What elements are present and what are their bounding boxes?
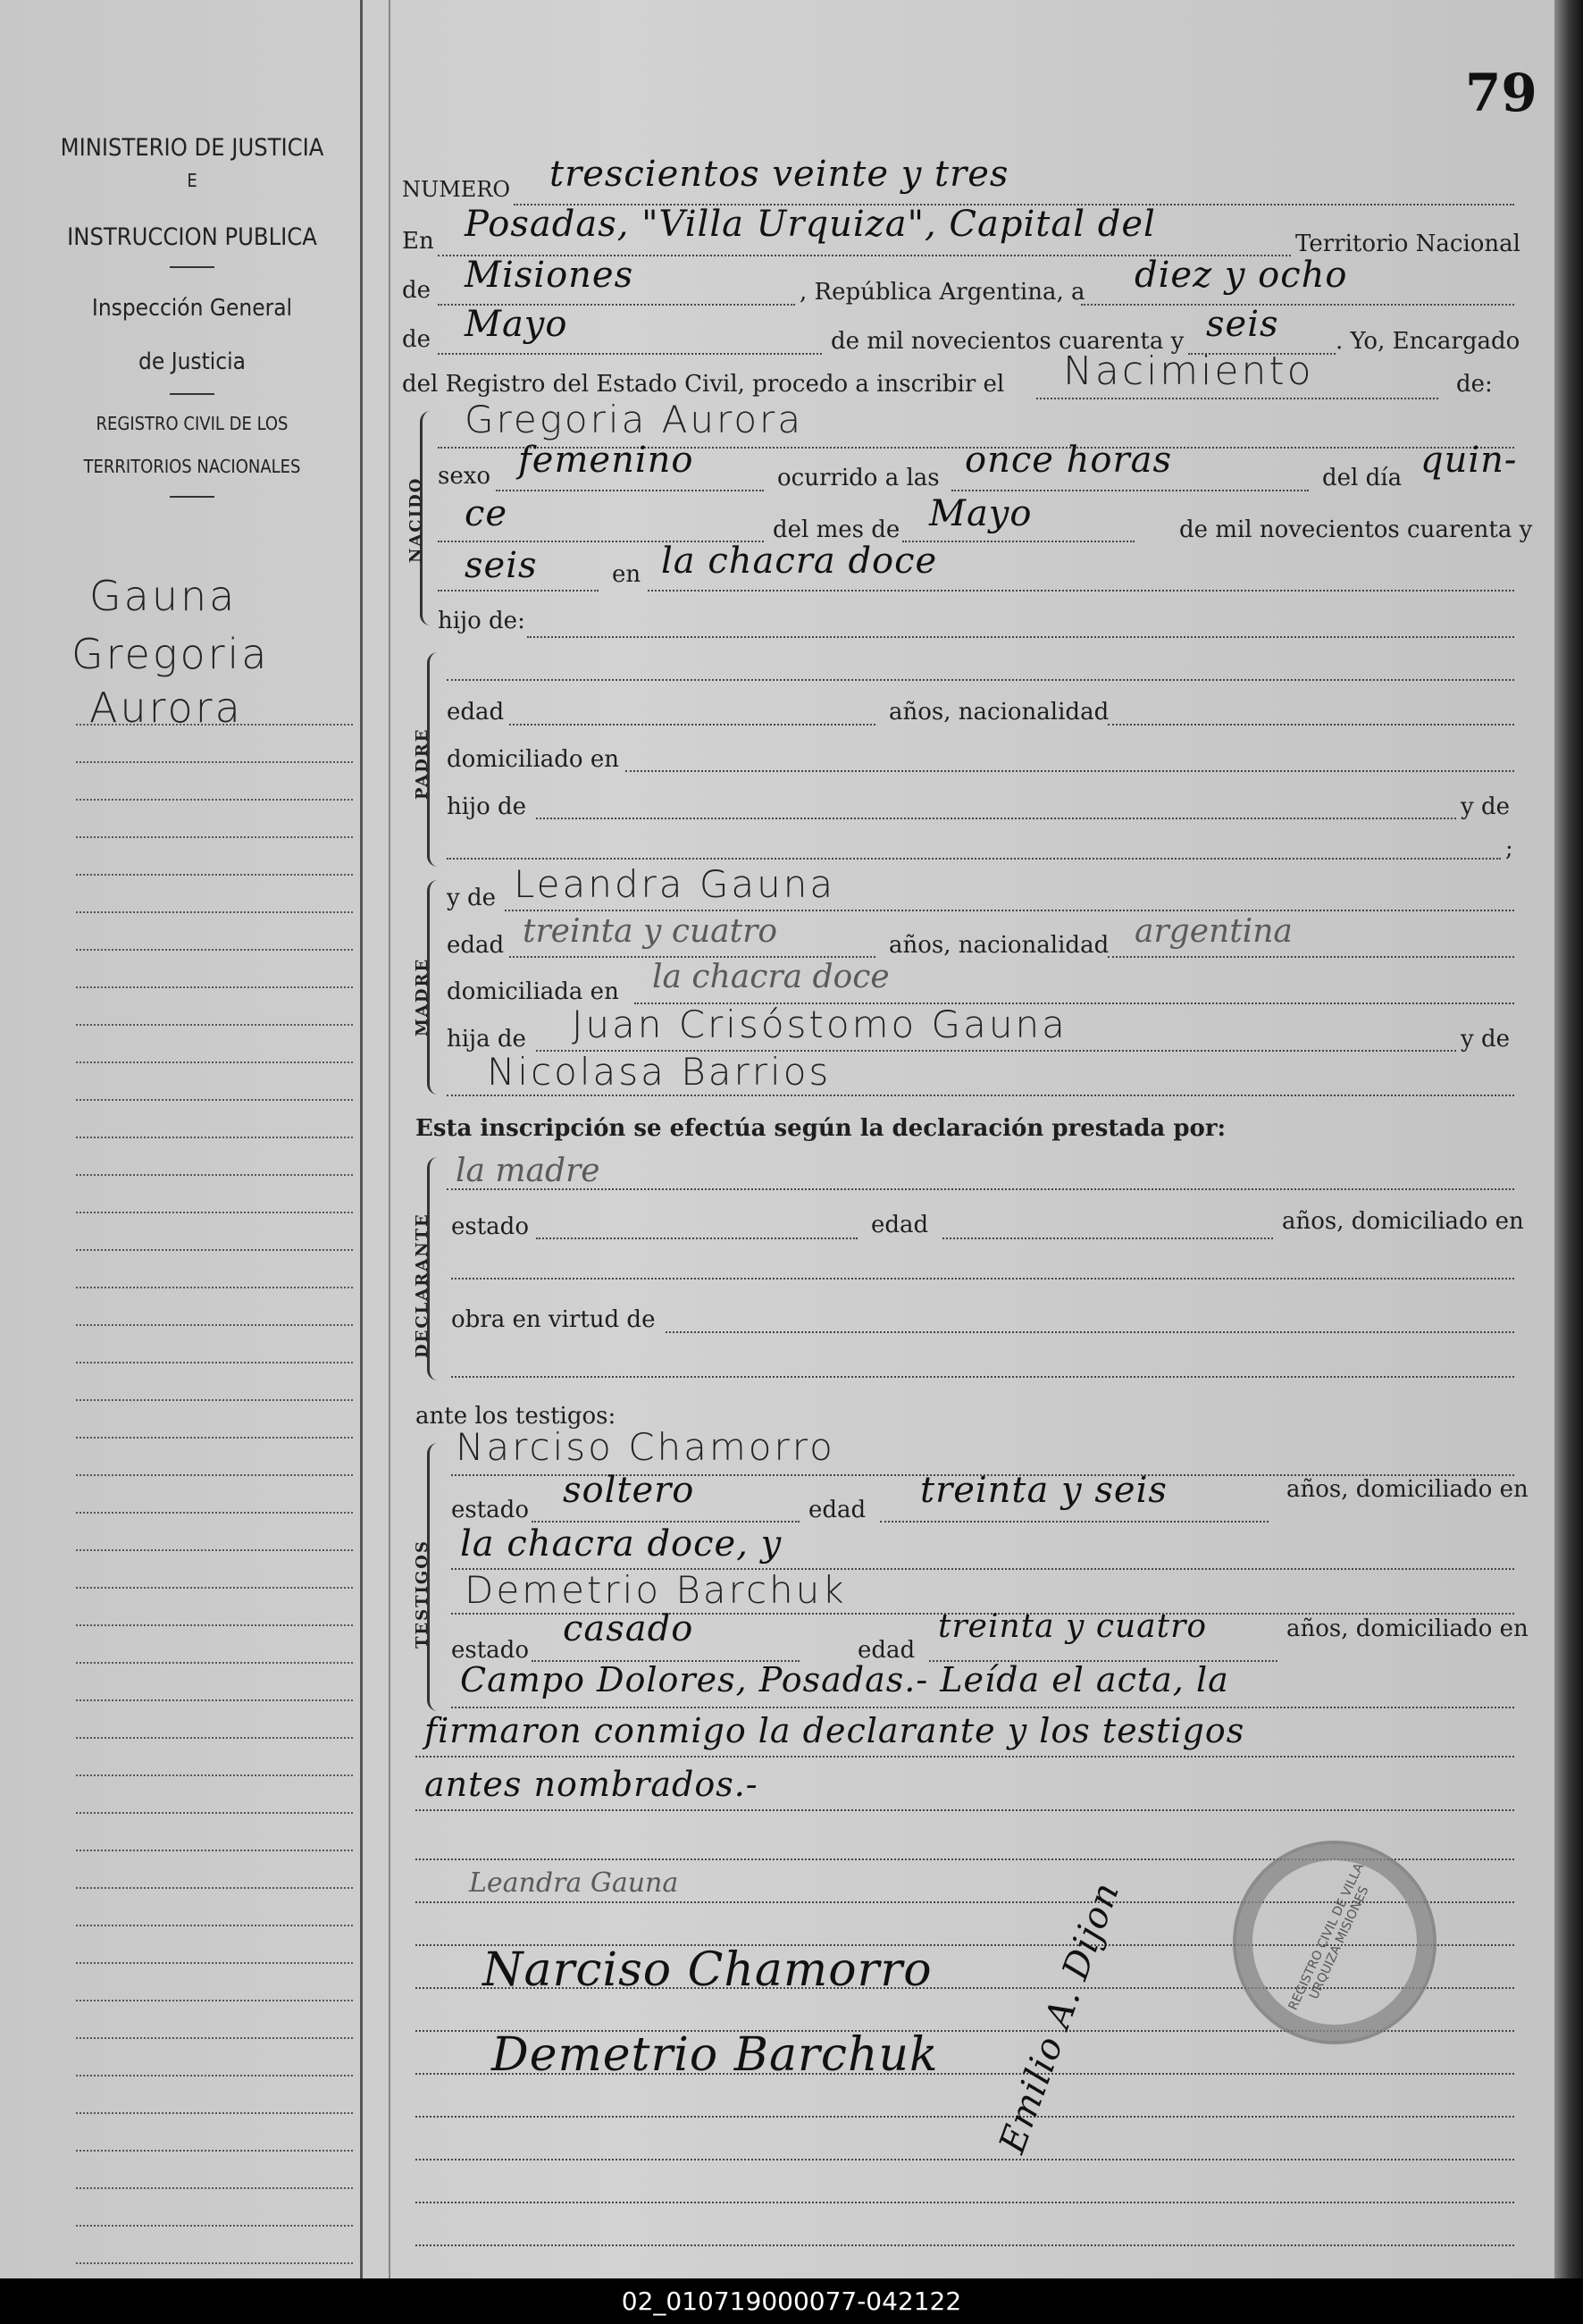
de3-label: de: [1456,371,1493,398]
day-line [1081,304,1514,306]
padre-edad-line [509,724,875,726]
hour-line [951,490,1309,491]
margin-ruled-line [76,1662,353,1664]
margin-ruled-line [76,1249,353,1251]
witness1-estado-line [532,1521,800,1523]
witness1-domicilio-value: la chacra doce, y [460,1523,783,1565]
testigos-side-label: TESTIGOS [413,1540,431,1649]
closing-line1: firmaron conmigo la declarante y los testigos [424,1711,1245,1750]
madre-domiciliada-label: domiciliada en [447,978,619,1005]
margin-ruled-line [76,1699,353,1701]
numero-label: NUMERO [402,177,511,202]
month-line [438,353,822,355]
margin-ruled-line [76,1287,353,1288]
padre-domicilio-line [625,770,1514,772]
header-registry-line1: REGISTRO CIVIL DE LOS [96,413,289,434]
declarante-name-value: la madre [456,1153,600,1189]
margin-ruled-line [76,724,353,726]
witness2-estado-value: casado [563,1608,694,1649]
ocurrido-label: ocurrido a las [777,465,940,491]
header-divider-2 [170,393,214,395]
margin-ruled-line [76,1099,353,1101]
child-name: Gregoria Aurora [465,398,804,441]
testigos-intro: ante los testigos: [415,1403,616,1430]
declarante-side-label: DECLARANTE [413,1212,431,1358]
margin-ruled-line [76,799,353,801]
de-label: de [402,277,431,304]
header-ministry-line1: MINISTERIO DE JUSTICIA [60,134,324,162]
declarante-obra-label: obra en virtud de [451,1306,656,1333]
madre-nacionalidad-value: argentina [1135,913,1293,950]
padre-domiciliado-label: domiciliado en [447,746,619,773]
madre-hija-de-label: hija de [447,1026,526,1053]
birth-month-value: Mayo [929,493,1033,534]
padre-y-de-label: y de [1461,793,1510,820]
hijo-line [527,636,1514,638]
sexo-line [496,490,764,491]
margin-ruled-line [76,1362,353,1363]
margin-ruled-line [76,986,353,988]
madre-domicilio-value: la chacra doce [652,959,890,995]
witness1-anos-dom-label: años, domiciliado en [1286,1476,1529,1503]
margin-ruled-line [76,1437,353,1439]
margin-ruled-line [76,1812,353,1814]
madre-edad-value: treinta y cuatro [523,913,777,950]
act-type-value: Nacimiento [1063,348,1314,394]
hijo-label: hijo de: [438,608,525,634]
page-edge [1554,0,1583,2278]
madre-name-line [505,910,1514,911]
declarante-anos-dom-label: años, domiciliado en [1282,1208,1524,1235]
header-divider [170,266,214,268]
margin-ruled-line [76,1212,353,1213]
margin-ruled-line [76,2225,353,2227]
margin-given-name-1: Gregoria [71,630,270,678]
del-mes-label: del mes de [773,516,900,543]
witness2-name: Demetrio Barchuk [465,1568,847,1612]
madre-mother-line [447,1095,1514,1096]
witness1-edad-value: treinta y seis [920,1470,1168,1511]
witness2-edad-value: treinta y cuatro [938,1608,1207,1645]
en-label: En [402,228,434,255]
madre-side-label: MADRE [413,957,431,1036]
margin-ruled-line [76,874,353,876]
witness2-domicilio-line [451,1707,1514,1708]
margin-ruled-line [76,761,353,763]
official-seal-text: REGISTRO CIVIL DE VILLA URQUIZA MISIONES [1286,1860,1372,2013]
birth-year-line [438,590,599,591]
signature-witness1: Narciso Chamorro [482,1943,933,1997]
closing-line2: antes nombrados.- [424,1765,758,1804]
madre-mother-value: Nicolasa Barrios [487,1050,832,1094]
territorio-label: Territorio Nacional [1295,231,1520,257]
padre-nac-line [1108,724,1514,726]
margin-surname: Gauna [89,572,238,620]
birth-day-value-a: quin- [1420,440,1518,481]
margin-ruled-line [76,911,353,913]
closing-line1-rule [415,1756,1514,1758]
declarante-estado-label: estado [451,1213,529,1240]
margin-ruled-line [76,2000,353,2001]
margin-ruled-line [76,2112,353,2114]
header-inspection-line2: de Justicia [138,348,246,375]
margin-ruled-line [76,1850,353,1851]
hour-value: once horas [965,440,1172,481]
declarante-dom-line [451,1278,1514,1279]
lower-ruled-line [415,2202,1514,2203]
margin-ruled-line [76,1624,353,1626]
header-ministry-line2: E [187,170,197,191]
margin-ruled-line [76,1887,353,1889]
margin-rule [360,0,363,2278]
en2-label: en [612,561,641,588]
margin-ruled-line [76,2262,353,2264]
padre-end-line [447,858,1501,860]
declarante-obra-line [666,1331,1514,1333]
madre-father-value: Juan Crisóstomo Gauna [572,1003,1068,1046]
signature-officer: Emilio A. Dijon [992,1876,1128,2159]
year-value: seis [1206,304,1279,345]
nacido-side-label: NACIDO [406,476,425,563]
lower-ruled-line [415,2116,1514,2118]
de2-label: de [402,326,431,353]
signature-witness2: Demetrio Barchuk [491,2028,939,2082]
margin-ruled-line [76,1587,353,1589]
header-divider-3 [170,496,214,498]
margin-ruled-line [76,1474,353,1476]
padre-end-mark: ; [1505,835,1513,862]
padre-hijo-de-label: hijo de [447,793,527,820]
witness1-edad-line [880,1521,1269,1523]
margin-ruled-line [76,1174,353,1176]
del-dia-label: del día [1322,465,1403,491]
witness1-edad-label: edad [808,1497,867,1523]
header-inspection-line1: Inspección General [91,295,293,322]
margin-ruled-line [76,2187,353,2189]
witness1-name: Narciso Chamorro [456,1425,835,1469]
margin-ruled-line [76,1137,353,1138]
margin-ruled-line [76,1024,353,1026]
padre-anos-nac-label: años, nacionalidad [889,699,1110,726]
place-value: Posadas, "Villa Urquiza", Capital del [465,204,1156,245]
month-value: Mayo [465,304,568,345]
margin-ruled-line [76,1549,353,1551]
margin-ruled-line [76,836,353,838]
witness2-anos-dom-label: años, domiciliado en [1286,1615,1529,1642]
birth-day-value-b: ce [465,493,508,534]
sexo-value: femenino [518,440,694,481]
declarante-edad-line [942,1238,1273,1239]
declarante-intro: Esta inscripción se efectúa según la declaración prestada por: [415,1115,1227,1142]
day-value: diez y ocho [1135,255,1348,296]
declarante-estado-line [536,1238,858,1239]
madre-nac-line [1108,956,1514,958]
signature-declarante: Leandra Gauna [469,1867,679,1899]
margin-ruled-line [76,1512,353,1514]
declarante-edad-label: edad [871,1212,929,1238]
margin-ruled-line [76,1399,353,1401]
margin-ruled-line [76,1962,353,1964]
sexo-label: sexo [438,463,491,490]
lower-ruled-line [415,2244,1514,2246]
margin-ruled-line [76,1061,353,1063]
closing-line2-rule [415,1809,1514,1811]
numero-value: trescientos veinte y tres [549,154,1009,195]
margin-ruled-line [76,1324,353,1326]
birth-place-value: la chacra doce [661,541,938,582]
act-type-line [1036,398,1438,399]
header-ministry-line3: INSTRUCCION PUBLICA [67,223,317,251]
witness2-domicilio-value: Campo Dolores, Posadas.- Leída el acta, la [460,1660,1229,1699]
mil-label: de mil novecientos cuarenta y [831,328,1185,355]
madre-y-de-label: y de [447,885,496,911]
padre-hijo-de-line [536,818,1456,819]
witness2-estado-label: estado [451,1637,529,1664]
madre-anos-nac-label: años, nacionalidad [889,932,1110,959]
margin-ruled-line [76,1737,353,1739]
madre-edad-label: edad [447,932,505,959]
margin-ruled-line [76,949,353,951]
province-value: Misiones [465,255,634,296]
birth-place-line [648,590,1514,591]
madre-name-value: Leandra Gauna [514,862,836,906]
margin-ruled-line [76,2150,353,2152]
margin-given-name-2: Aurora [89,684,243,732]
witness1-estado-label: estado [451,1497,529,1523]
margin-ruled-line [76,1925,353,1926]
page-number: 79 [1465,63,1537,123]
padre-name-line [447,679,1514,681]
declarante-name-line [447,1188,1514,1190]
witness1-estado-value: soltero [563,1470,695,1511]
margin-ruled-line [76,2037,353,2039]
header-registry-line2: TERRITORIOS NACIONALES [83,456,301,477]
margin-ruled-line [76,1774,353,1776]
padre-side-label: PADRE [413,727,431,800]
birth-year-value: seis [465,545,538,586]
declarante-end-line [451,1376,1514,1378]
yo-label: . Yo, Encargado [1336,328,1520,355]
padre-edad-label: edad [447,699,505,726]
madre-y-de2-label: y de [1461,1026,1510,1053]
lower-ruled-line [415,2159,1514,2160]
witness2-edad-label: edad [858,1637,916,1664]
registro-label: del Registro del Estado Civil, procedo a inscribir el [402,371,1005,398]
republica-label: , República Argentina, a [800,279,1085,306]
madre-edad-line [509,956,875,958]
margin-rule-inner [389,0,390,2278]
document-id-footer: 02_010719000077-042122 [0,2278,1583,2324]
mil2-label: de mil novecientos cuarenta y [1179,516,1533,543]
margin-ruled-line [76,2075,353,2076]
